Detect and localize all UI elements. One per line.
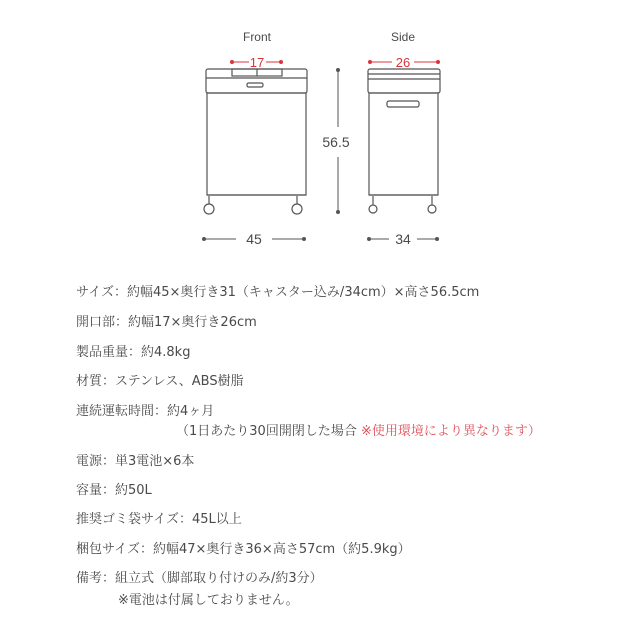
front-width-value: 45 <box>246 231 262 247</box>
dimension-diagram <box>0 0 640 260</box>
side-lid <box>368 69 440 93</box>
spec-remarks: 備考：組立式（脚部取り付けのみ/約3分） <box>76 571 323 586</box>
side-handle <box>387 101 419 107</box>
side-caster-left <box>369 205 377 213</box>
side-opening-value: 26 <box>395 55 411 70</box>
front-caster-right <box>292 204 302 214</box>
spec-remarks-note: ※電池は付属しておりません。 <box>118 593 299 608</box>
spec-package-size: 梱包サイズ：約幅47×奥行き36×高さ57cm（約5.9kg） <box>76 542 411 557</box>
side-label: Side <box>390 30 416 44</box>
height-dimension <box>322 68 349 214</box>
spec-power: 電源：単3電池×6本 <box>76 454 195 469</box>
spec-size: サイズ：約幅45×奥行き31（キャスター込み/34cm）×高さ56.5cm <box>76 285 480 300</box>
spec-capacity: 容量：約50L <box>76 483 152 498</box>
runtime-note-text: （1日あたり30回開閉した場合 <box>176 424 361 439</box>
side-depth-dimension <box>367 231 439 247</box>
side-depth-value: 34 <box>395 231 411 247</box>
side-caster-right <box>428 205 436 213</box>
front-opening-value: 17 <box>249 55 265 70</box>
spec-runtime: 連続運転時間：約4ヶ月 <box>76 404 215 419</box>
spec-weight: 製品重量：約4.8kg <box>76 345 191 360</box>
front-width-dimension <box>202 231 306 247</box>
height-value: 56.5 <box>322 134 350 150</box>
spec-material: 材質：ステンレス、ABS樹脂 <box>76 374 244 389</box>
spec-runtime-note <box>176 424 541 440</box>
front-handle <box>247 83 263 87</box>
side-body <box>369 93 438 195</box>
spec-bag-size: 推奨ゴミ袋サイズ：45L以上 <box>76 512 242 527</box>
side-opening-dimension <box>368 54 440 70</box>
runtime-note-mark: ※使用環境により異なります） <box>360 424 541 439</box>
front-label: Front <box>242 30 272 44</box>
spec-opening: 開口部：約幅17×奥行き26cm <box>76 315 257 330</box>
front-caster-left <box>204 204 214 214</box>
front-opening-dimension <box>230 54 283 70</box>
front-body <box>207 93 306 195</box>
